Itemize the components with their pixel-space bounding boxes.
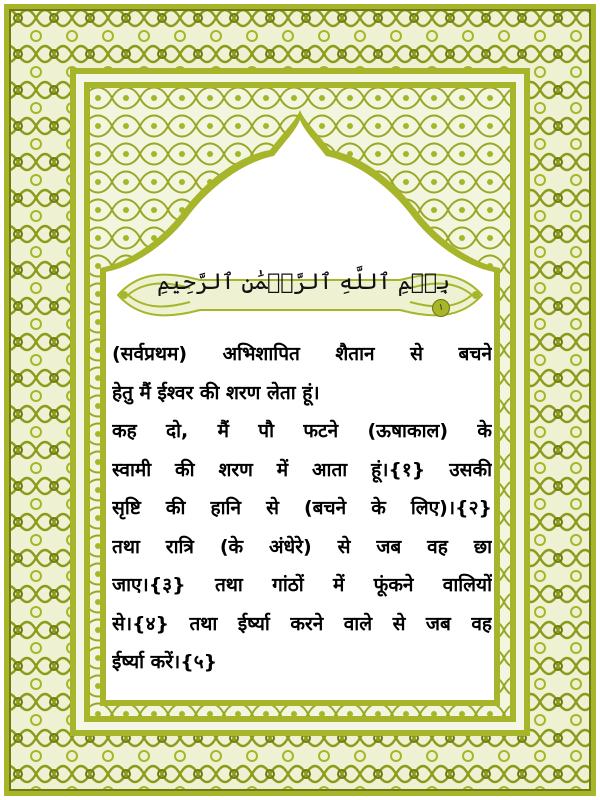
text-line: ईर्ष्या करें।{५} xyxy=(112,651,218,673)
text-line: स्वामी की शरण में आता हूं।{१} उसकी xyxy=(112,458,492,481)
bismillah-text xyxy=(150,270,450,320)
text-line: (सर्वप्रथम) अभिशापित शैतान से बचने xyxy=(112,343,492,365)
text-line: हेतु मैं ईश्वर की शरण लेता हूं। xyxy=(112,381,320,404)
text-line: जाए।{३} तथा गांठों में फूंकने वालियों xyxy=(112,574,492,596)
text-line: तथा रात्रि (के अंधेरे) से जब वह छा xyxy=(112,535,492,558)
bismillah-arabic: بِسۡمِ ٱللَّهِ ٱلرَّحۡمَٰنِ ٱلرَّحِيمِ xyxy=(157,270,450,295)
bismillah-cartouche xyxy=(150,270,450,314)
text-line: से।{४} तथा ईर्ष्या करने वाले से जब वह xyxy=(112,612,492,635)
text-line: सृष्टि की हानि से (बचने के लिए)।{२} xyxy=(112,497,492,519)
translation-text xyxy=(112,335,492,682)
ayah-number-marker: ١ xyxy=(432,299,450,317)
text-line: कह दो, मैं पौ फटने (ऊषाकाल) के xyxy=(112,420,492,442)
